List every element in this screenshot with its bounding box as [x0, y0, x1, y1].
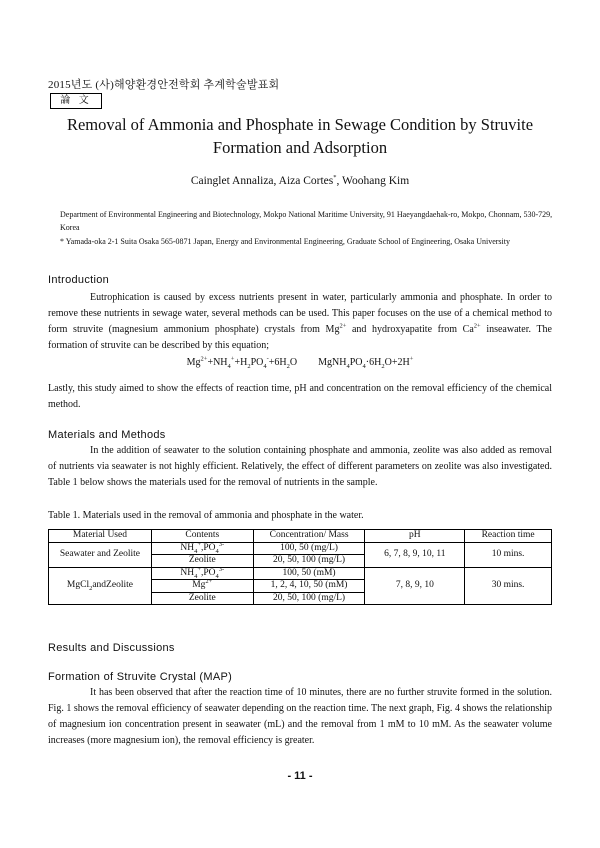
- page-number: - 11 -: [287, 770, 313, 782]
- results-paragraph-1: It has been observed that after the reaction time of 10 minutes, there are no further struvite formed in the solution. Fig. 1 shows the removal efficiency of seawater depending on the reaction time. The next graph, Fig. 4 shows the relationship of magnesium ion concentration present in seawater (mL) and the removal from 1 mM to 10 mM. As the seawater volume increases (more magnesium ion), the removal efficiency is greater.: [48, 687, 552, 746]
- cell-text: ,PO: [201, 542, 216, 553]
- table-cell-material: Seawater and Zeolite: [49, 542, 152, 567]
- cell-text: +: [197, 565, 201, 573]
- materials-table: [48, 529, 552, 605]
- eq-part: 2: [381, 363, 385, 370]
- table-cell-material: [49, 567, 152, 605]
- section-heading-materials-methods: Materials and Methods: [48, 429, 166, 441]
- eq-part: 4: [263, 363, 267, 370]
- methods-paragraph-1: In the addition of seawater to the solution containing phosphate and ammonia, zeolite was also added as removal of nutrients via seawater is not highly efficient. Relatively, the effect of different parameters on zeolite was also investigated. Table 1 below shows the materials used for the removal of nutrients in the sample.: [48, 445, 552, 488]
- struvite-equation: [48, 357, 552, 368]
- eq-part: +: [409, 355, 414, 363]
- table-1-caption: Table 1. Materials used in the removal of ammonia and phosphate in the water.: [48, 510, 364, 521]
- table-cell-concentration: 1, 2, 4, 10, 50 (mM): [253, 580, 365, 593]
- eq-part: +: [230, 355, 235, 363]
- table-cell-concentration: 100, 50 (mg/L): [253, 542, 365, 555]
- cell-text: 2+: [205, 577, 213, 585]
- cell-text: 2: [89, 584, 93, 592]
- paper-title-line-1: Removal of Ammonia and Phosphate in Sewage Condition by Struvite: [66, 115, 534, 134]
- eq-part: ·6H: [365, 357, 382, 368]
- table-cell-ph: 7, 8, 9, 10: [365, 567, 465, 605]
- table-header-cell: Reaction time: [465, 530, 552, 543]
- table-header-cell: pH: [365, 530, 465, 543]
- eq-part: O+2H: [384, 357, 410, 368]
- table-cell-content: [151, 567, 253, 580]
- cell-text: 3-: [218, 540, 225, 548]
- cell-text: NH: [180, 567, 195, 578]
- cell-text: 4: [215, 547, 219, 555]
- corresponding-author-mark: *: [333, 174, 337, 182]
- table-cell-concentration: 100, 50 (mM): [253, 567, 365, 580]
- cell-text: Mg: [192, 580, 206, 590]
- cell-text: MgCl: [66, 580, 90, 590]
- authors-part-1: Cainglet Annaliza, Aiza Cortes: [190, 175, 334, 187]
- intro-p1-sup-1: 2+: [339, 322, 347, 330]
- table-cell-concentration: 20, 50, 100 (mg/L): [253, 555, 365, 568]
- cell-text: andZeolite: [92, 580, 133, 590]
- eq-part: -: [266, 355, 269, 363]
- table-cell-time: 30 mins.: [465, 567, 552, 605]
- table-row: [49, 542, 552, 555]
- authors-part-2: , Woohang Kim: [336, 175, 410, 187]
- table-cell-ph: 6, 7, 8, 9, 10, 11: [365, 542, 465, 567]
- table-cell-content: Zeolite: [151, 592, 253, 605]
- article-type-tag: 論 文: [50, 93, 102, 109]
- eq-part: 4: [346, 363, 350, 370]
- table-cell-content: Zeolite: [151, 555, 253, 568]
- table-header-cell: Contents: [151, 530, 253, 543]
- table-cell-time: 10 mins.: [465, 542, 552, 567]
- intro-p1-sup-2: 2+: [473, 322, 481, 330]
- paper-title-line-2: Formation and Adsorption: [212, 138, 388, 157]
- eq-part: Mg: [186, 357, 201, 368]
- cell-text: 3-: [218, 565, 225, 573]
- eq-part: O: [289, 357, 298, 368]
- affiliation-1: Department of Environmental Engineering and Biotechnology, Mokpo National Maritime University, 91 Haeyangdaehak-ro, Mokpo, Chonnam, 530-729, Korea: [60, 210, 553, 232]
- cell-text: 4: [215, 572, 219, 580]
- section-heading-introduction: Introduction: [48, 274, 110, 286]
- affiliation-2: * Yamada-oka 2-1 Suita Osaka 565-0871 Japan, Energy and Environmental Engineering, Graduate School of Engineering, Osaka University: [60, 237, 510, 246]
- cell-text: 4: [194, 547, 198, 555]
- cell-text: ,PO: [201, 567, 216, 578]
- intro-p1-text-a: Eutrophication is caused by excess nutrients present in water, particularly ammonia and phosphate. In order to remove these nutrients in sewage water, several methods can be used. This paper focuses on the use of a chemical method to form struvite (magnesium ammonium phosphate) crystals from Mg: [48, 292, 552, 335]
- table-header-cell: Concentration/ Mass: [253, 530, 365, 543]
- conference-header: 2015년도 (사)해양환경안전학회 추계학술발표회: [48, 79, 280, 91]
- intro-p1-text-b: and hydroxyapatite from Ca: [346, 324, 474, 335]
- table-header-cell: Material Used: [49, 530, 152, 543]
- table-cell-concentration: 20, 50, 100 (mg/L): [253, 592, 365, 605]
- cell-text: +: [197, 540, 201, 548]
- eq-part: 2: [247, 363, 251, 370]
- table-cell-content: [151, 542, 253, 555]
- eq-part: PO: [250, 357, 264, 368]
- intro-paragraph-2: Lastly, this study aimed to show the effects of reaction time, pH and concentration on the removal efficiency of the chemical method.: [48, 383, 552, 410]
- eq-part: 2+: [200, 355, 208, 363]
- eq-part: MgNH: [318, 357, 347, 368]
- intro-paragraph-1: [48, 290, 552, 354]
- eq-part: +NH: [207, 357, 228, 368]
- table-header-row: [49, 530, 552, 543]
- eq-part: 2: [286, 363, 290, 370]
- section-heading-results: Results and Discussions: [48, 642, 175, 654]
- eq-part: +6H: [268, 357, 287, 368]
- eq-part: PO: [349, 357, 363, 368]
- cell-text: NH: [180, 542, 195, 553]
- table-cell-content: [151, 577, 253, 593]
- intro-p1-text-c: inseawater. The formation of struvite can be described by this equation;: [48, 324, 552, 351]
- eq-part: +H: [234, 357, 248, 368]
- eq-part: 4: [227, 363, 231, 370]
- eq-part: 4: [362, 363, 366, 370]
- subsection-heading-struvite: Formation of Struvite Crystal (MAP): [48, 671, 233, 683]
- author-list: [20, 175, 580, 187]
- table-row: [49, 567, 552, 580]
- cell-text: 4: [194, 572, 198, 580]
